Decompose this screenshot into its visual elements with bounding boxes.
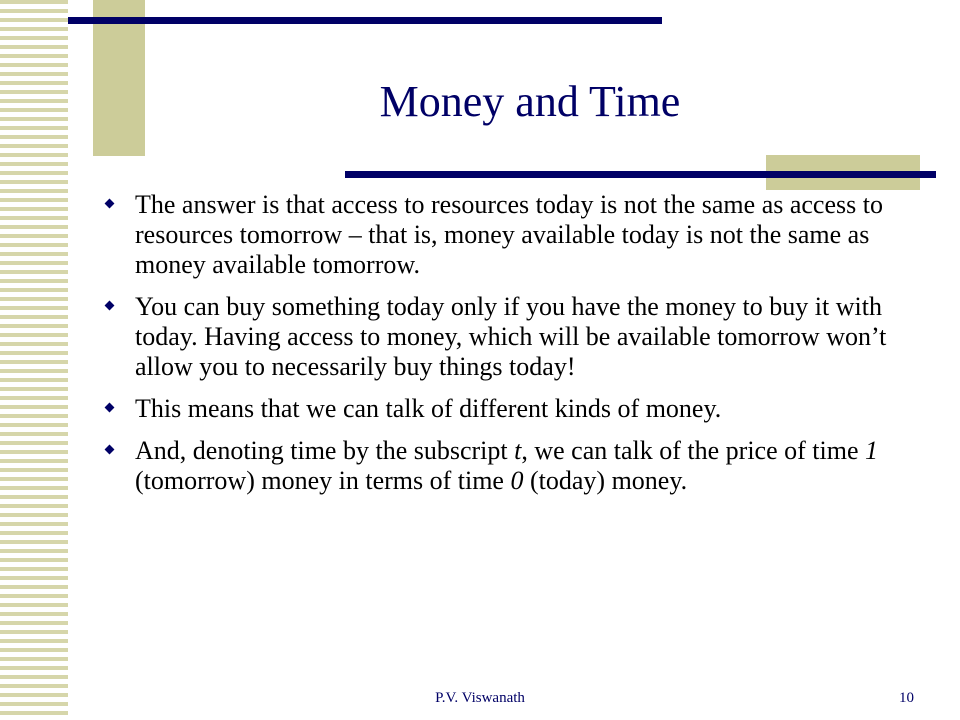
bullet-item: [104, 190, 926, 280]
decor-bar-middle: [345, 171, 936, 178]
diamond-bullet-icon: [105, 403, 115, 413]
bullet-text-part: (today) money.: [523, 466, 688, 495]
striped-sidebar-decoration: [0, 0, 68, 720]
diamond-bullet-icon: [105, 301, 115, 311]
bullet-list: [104, 190, 926, 508]
bullet-item: [104, 394, 926, 424]
bullet-text: The answer is that access to resources today is not the same as access to resources tomorrow – that is, money available today is not the same as money available tomorrow.: [135, 190, 883, 279]
bullet-item: [104, 436, 926, 496]
page-number: 10: [899, 690, 914, 706]
bullet-item: [104, 292, 926, 382]
bullet-text-part: , we can talk of the price of time: [521, 436, 865, 465]
bullet-text-part: And, denoting time by the subscript: [135, 436, 515, 465]
slide-title: Money and Time: [379, 77, 681, 126]
bullet-text-italic: t: [514, 436, 522, 465]
bullet-text-italic: 1: [865, 436, 878, 465]
bullet-text: This means that we can talk of different kinds of money.: [135, 394, 722, 423]
bullet-text-italic: 0: [510, 466, 524, 495]
decor-bar-top: [68, 17, 662, 24]
diamond-bullet-icon: [105, 445, 115, 455]
footer-author: P.V. Viswanath: [435, 690, 525, 706]
bullet-text: You can buy something today only if you have the money to buy it with today. Having access to money, which will be available tomorrow won’t allow you to necessarily buy things today!: [135, 292, 887, 381]
bullet-text-part: (tomorrow) money in terms of time: [135, 466, 511, 495]
diamond-bullet-icon: [105, 199, 115, 209]
